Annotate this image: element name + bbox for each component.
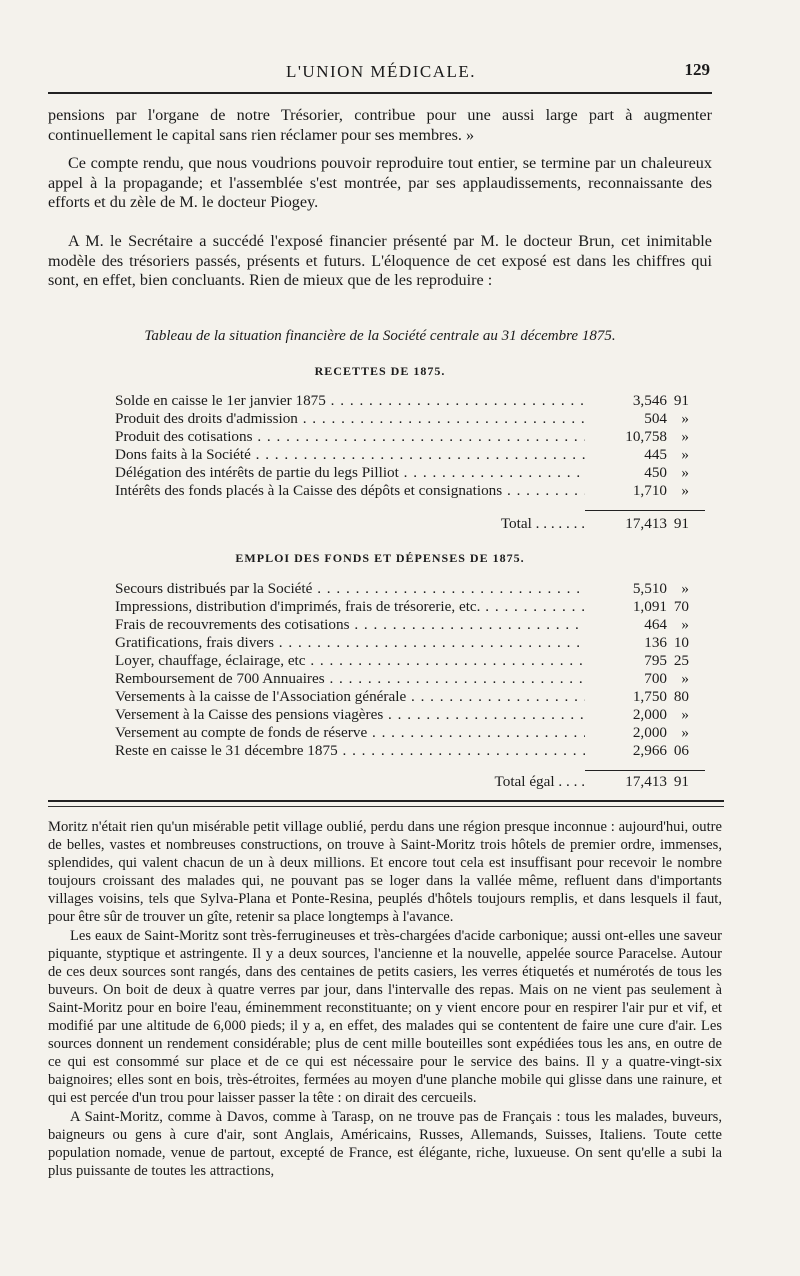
expenses-row (115, 742, 690, 760)
intro-paragraph-2: Ce compte rendu, que nous voudrions pouvoir reproduire tout entier, se termine par un chaleureux appel à la propagande; et l'assemblée s'est montrée, par ses applaudissements, reconnaissante des efforts et du zèle de M. le docteur Piogey. (48, 154, 712, 212)
receipts-row-label: Délégation des intérêts de partie du legs Pilliot . . . (115, 464, 585, 482)
expenses-total-cents: 91 (673, 773, 689, 790)
running-header (48, 58, 714, 88)
expenses-row-label: Remboursement de 700 Annuaires . . . (115, 670, 585, 688)
receipts-total-label: Total . . . . . . . (500, 515, 585, 532)
expenses-total-row (115, 772, 690, 792)
receipts-row-label: Intérêts des fonds placés à la Caisse des dépôts et consignations . . . (115, 482, 585, 500)
expenses-row (115, 688, 690, 706)
expenses-row-amount: 5,510 (585, 580, 667, 598)
receipts-row-amount: 10,758 (585, 428, 667, 446)
receipts-row (115, 410, 690, 428)
expenses-total (115, 772, 690, 794)
expenses-sum-rule (585, 770, 705, 771)
receipts-total-row (115, 514, 690, 534)
expenses-row-amount: 795 (585, 652, 667, 670)
expenses-row-amount: 136 (585, 634, 667, 652)
expenses-row-amount: 2,000 (585, 724, 667, 742)
expenses-heading: EMPLOI DES FONDS ET DÉPENSES DE 1875. (235, 551, 525, 565)
expenses-row-cents: 70 (673, 598, 689, 615)
intro-paragraph-3: A M. le Secrétaire a succédé l'exposé financier présenté par M. le docteur Brun, cet inimitable modèle des trésoriers passés, présents et futurs. L'éloquence de cet exposé est dans les chiffres qui sont, en effet, bien concluants. Rien de mieux que de les reproduire : (48, 232, 712, 290)
receipts-total-cents: 91 (673, 515, 689, 532)
expenses-row (115, 580, 690, 598)
receipts-row (115, 482, 690, 500)
expenses-table (115, 580, 690, 760)
expenses-row-cents: 25 (673, 652, 689, 669)
expenses-total-label: Total égal . . . . (494, 773, 585, 790)
receipts-row-amount: 1,710 (585, 482, 667, 500)
expenses-row (115, 724, 690, 742)
expenses-row-cents: 10 (673, 634, 689, 651)
expenses-row-cents: » (681, 670, 689, 687)
receipts-row-cents: » (681, 464, 689, 481)
section-divider-bottom (48, 806, 724, 807)
receipts-row-cents: 91 (673, 392, 689, 409)
expenses-row (115, 706, 690, 724)
expenses-row-label: Reste en caisse le 31 décembre 1875 . . . (115, 742, 585, 760)
journal-title: L'UNION MÉDICALE. (285, 62, 477, 81)
expenses-row-cents: » (681, 706, 689, 723)
expenses-row-label: Impressions, distribution d'imprimés, frais de trésorerie, etc. . . . (115, 598, 585, 616)
expenses-row-label: Loyer, chauffage, éclairage, etc . . . (115, 652, 585, 670)
expenses-row-amount: 700 (585, 670, 667, 688)
receipts-row (115, 446, 690, 464)
expenses-row-label: Versement au compte de fonds de réserve . . . (115, 724, 585, 742)
page-number: 129 (684, 60, 710, 79)
receipts-row-amount: 504 (585, 410, 667, 428)
receipts-row (115, 428, 690, 446)
section-divider-top (48, 800, 724, 802)
expenses-row-label: Frais de recouvrements des cotisations . . . (115, 616, 585, 634)
table-caption: Tableau de la situation financière de la Société centrale au 31 décembre 1875. (144, 328, 616, 344)
expenses-row-amount: 1,750 (585, 688, 667, 706)
article-paragraph-3: A Saint-Moritz, comme à Davos, comme à Tarasp, on ne trouve pas de Français : tous les malades, buveurs, baigneurs ou gens à cure d'air, sont Anglais, Américains, Russes, Allemands, Suisses, Italiens. Toute cette population nomade, venue de partout, excepté de France, est élégante, riche, luxueuse. On sent qu'elle a subi la plus puissante de toutes les attractions, (48, 1108, 722, 1179)
expenses-row-amount: 2,966 (585, 742, 667, 760)
expenses-row (115, 598, 690, 616)
expenses-row-cents: 80 (673, 688, 689, 705)
receipts-row-cents: » (681, 446, 689, 463)
receipts-row-cents: » (681, 482, 689, 499)
expenses-row-cents: » (681, 724, 689, 741)
article-paragraph-2: Les eaux de Saint-Moritz sont très-ferrugineuses et très-chargées d'acide carbonique; aussi ont-elles une saveur piquante, styptique et astringente. Il y a deux sources, l'ancienne et la nouvelle, appelée source Paracelse. Autour de ces deux sources sont rangés, dans des centaines de petits casiers, les verres étiquetés et numérotés de tous les buveurs. On boit de deux à quatre verres par jour, dans l'intervalle des repas. Mais on ne vient pas seulement à Saint-Moritz pour en boire l'eau, éminemment reconstituante; on y vient encore pour en respirer l'air pur et vif, et modifié par une altitude de 6,000 pieds; il y a, en effet, des malades qui se contentent de faire une cure d'air. Les sources donnent un rendement considérable; plus de cent mille bouteilles sont expédiées tous les ans, en outre de ce qui est consommé sur place et de ce qui est nécessaire pour le service des bains. Il y a quatre-vingt-six baignoires; elles sont en bois, très-étroites, fermées au moyen d'une planche mobile qui glisse dans une rainure, et qui est percée d'un trou pour laisser passer la tête : on dirait des cercueils. (48, 927, 722, 1107)
expenses-row-label: Versements à la caisse de l'Association générale . . . (115, 688, 585, 706)
article-paragraph-1: Moritz n'était rien qu'un misérable petit village oublié, perdu dans une région presque inconnue : aujourd'hui, outre de belles, vastes et nombreuses constructions, on trouve à Saint-Moritz trois hôtels de premier ordre, immenses, splendides, qui valent chacun de un à deux millions. Et encore tout cela est insuffisant pour recevoir le nombre toujours croissant des malades qui, ne pouvant pas se loger dans la vallée même, refluent dans d'importants villages voisins, tels que Sylva-Plana et Ponte-Resina, peuplés d'hôtels toujours remplis, et dans lesquels il faut, pour être sûr de trouver un gîte, retenir sa place longtemps à l'avance. (48, 819, 722, 926)
receipts-row-amount: 3,546 (585, 392, 667, 410)
expenses-row (115, 616, 690, 634)
receipts-sum-rule (585, 510, 705, 511)
receipts-row-amount: 445 (585, 446, 667, 464)
intro-paragraph-1: pensions par l'organe de notre Trésorier, contribue pour une aussi large part à augmenter continuellement le capital sans rien réclamer pour ses membres. » (48, 106, 712, 144)
receipts-row (115, 464, 690, 482)
receipts-row-cents: » (681, 428, 689, 445)
receipts-row-label: Produit des cotisations . . . (115, 428, 585, 446)
receipts-table (115, 392, 690, 500)
receipts-row (115, 392, 690, 410)
receipts-row-label: Produit des droits d'admission . . . (115, 410, 585, 428)
expenses-row-label: Gratifications, frais divers . . . (115, 634, 585, 652)
receipts-heading: RECETTES DE 1875. (314, 364, 446, 378)
expenses-row-cents: 06 (673, 742, 689, 759)
receipts-row-cents: » (681, 410, 689, 427)
receipts-total (115, 514, 690, 536)
receipts-row-amount: 450 (585, 464, 667, 482)
expenses-row (115, 670, 690, 688)
expenses-row (115, 652, 690, 670)
receipts-row-label: Dons faits à la Société . . . (115, 446, 585, 464)
expenses-row-cents: » (681, 616, 689, 633)
expenses-total-amount: 17,413 (625, 773, 667, 790)
expenses-row-amount: 464 (585, 616, 667, 634)
receipts-total-amount: 17,413 (625, 515, 667, 532)
expenses-row-cents: » (681, 580, 689, 597)
expenses-row-label: Versement à la Caisse des pensions viagères . . . (115, 706, 585, 724)
expenses-row (115, 634, 690, 652)
expenses-row-label: Secours distribués par la Société . . . (115, 580, 585, 598)
receipts-row-label: Solde en caisse le 1er janvier 1875 . . . (115, 392, 585, 410)
lower-article (48, 818, 722, 1180)
expenses-row-amount: 2,000 (585, 706, 667, 724)
expenses-row-amount: 1,091 (585, 598, 667, 616)
header-rule (48, 92, 712, 94)
